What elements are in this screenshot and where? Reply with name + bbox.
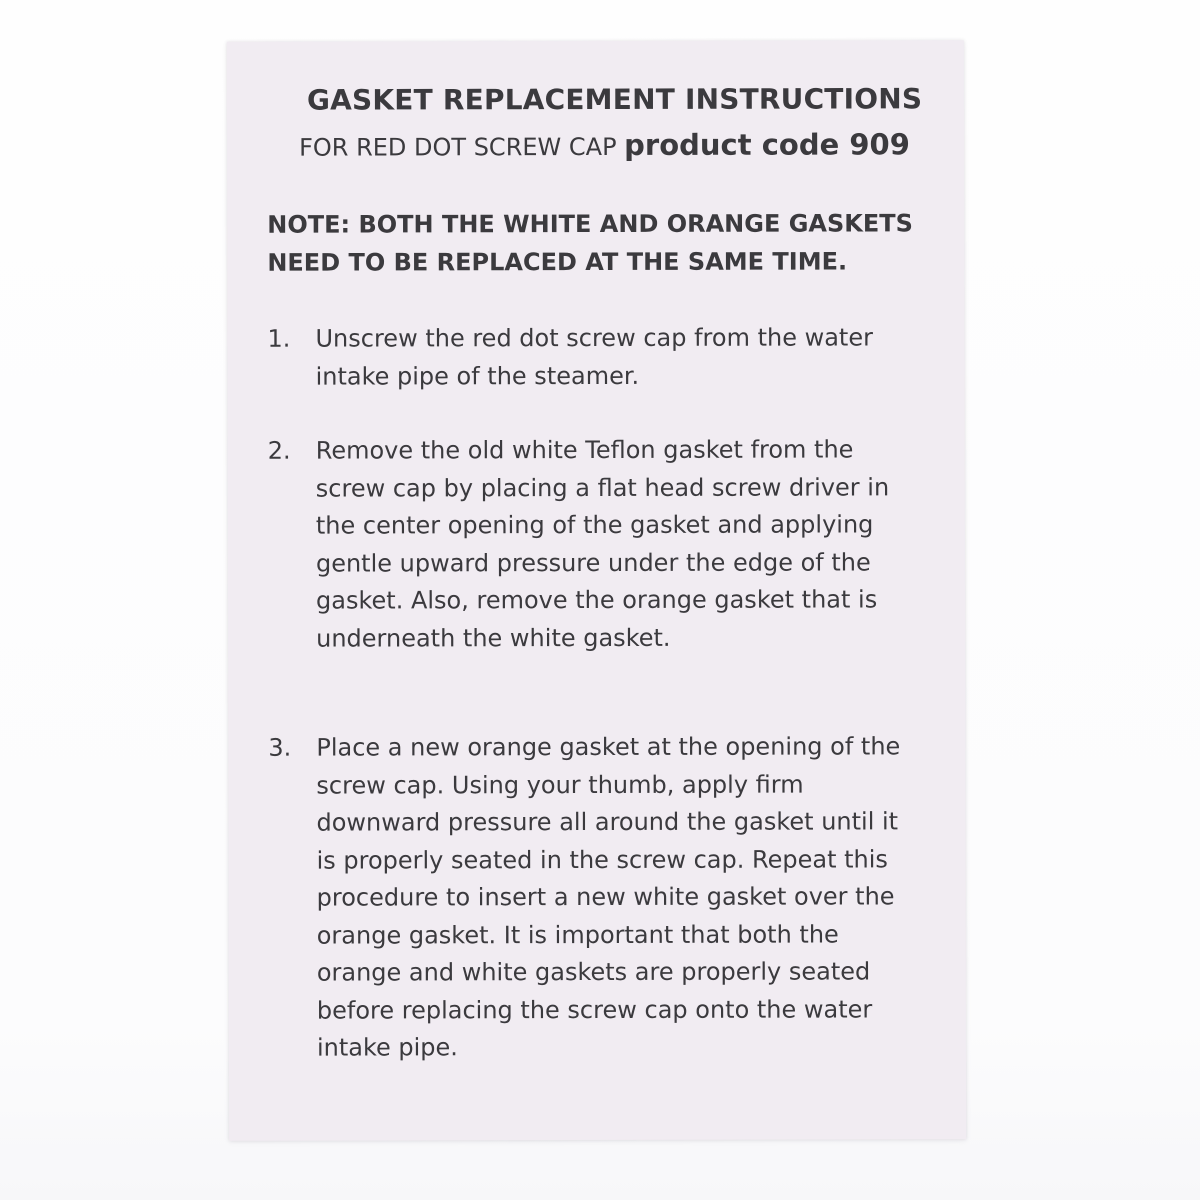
product-code: product code 909 <box>624 127 910 162</box>
step-text: Place a new orange gasket at the opening of the screw cap. Using your thumb, apply firm downward pressure all around the gasket until it is properly seated in the screw cap. Repeat this procedure to insert a new white gasket over the orange gasket. It is important that both the orange and white gaskets are properly seated before replacing the screw cap onto the water intake pipe. <box>316 732 901 1062</box>
step-text: Remove the old white Teflon gasket from the screw cap by placing a flat head screw driver in the center opening of the gasket and applying gentle upward pressure under the edge of the gasket. Also, remove the orange gasket that is underneath the white gasket. <box>315 435 890 653</box>
instruction-card <box>227 40 966 1141</box>
step-2 <box>268 431 928 657</box>
subtitle-prefix: FOR RED DOT SCREW CAP <box>299 132 625 162</box>
step-number: 3. <box>268 733 292 762</box>
step-number: 1. <box>267 324 291 353</box>
document-subtitle <box>299 127 919 162</box>
step-3 <box>268 728 929 1067</box>
step-text: Unscrew the red dot screw cap from the water intake pipe of the steamer. <box>315 323 873 391</box>
document-title: GASKET REPLACEMENT INSTRUCTIONS <box>306 82 923 117</box>
step-number: 2. <box>267 436 291 465</box>
step-1 <box>267 319 927 395</box>
note-text: NOTE: BOTH THE WHITE AND ORANGE GASKETS NEED TO BE REPLACED AT THE SAME TIME. <box>267 209 913 277</box>
